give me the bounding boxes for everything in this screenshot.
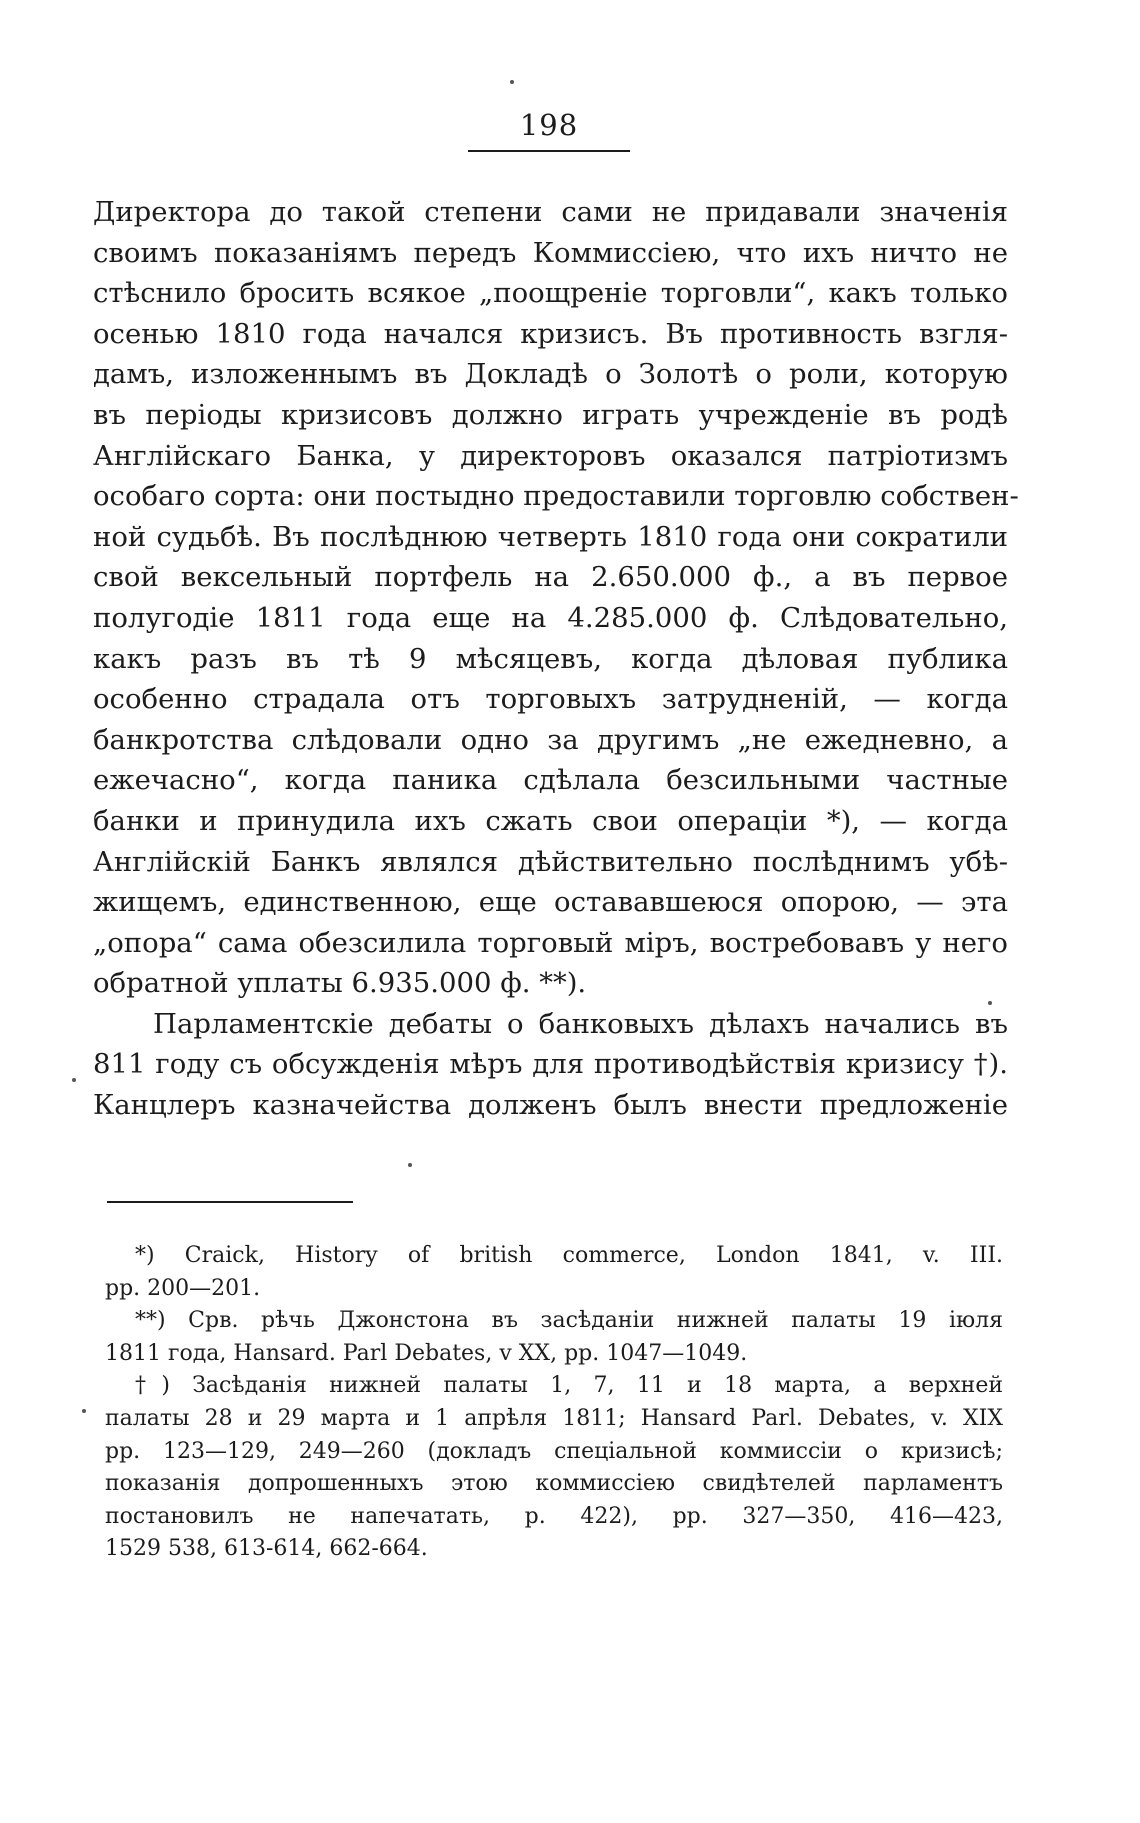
text-line: осенью 1810 года начался кризисъ. Въ противность взгля- [93,317,1008,350]
text-line: дамъ, изложеннымъ въ Докладѣ о Золотѣ о роли, которую [93,358,1008,391]
main-text [93,192,1019,1126]
footnotes [105,1240,1003,1566]
text-line: Англійскаго Банка, у директоровъ оказался патріотизмъ [93,439,1008,472]
text-line: Англійскій Банкъ являлся дѣйствительно послѣднимъ убѣ- [93,845,1008,878]
text-line: Парламентскіе дебаты о банковыхъ дѣлахъ начались въ [153,1007,1008,1040]
footnote-line: **) Срв. рѣчь Джонстона въ засѣданіи нижней палаты 19 іюля [135,1308,1003,1334]
footnote-line: 1529 538, 613-614, 662-664. [105,1536,428,1562]
footnote-line: pp. 200—201. [105,1275,261,1301]
print-speck [510,80,514,84]
footnote-line: pp. 123—129, 249—260 (докладъ спеціальной коммиссіи о кризисѣ; [105,1438,1003,1464]
text-line: полугодіе 1811 года еще на 4.285.000 ф. Слѣдовательно, [93,601,1008,634]
print-speck [988,1001,992,1005]
text-line: какъ разъ въ тѣ 9 мѣсяцевъ, когда дѣловая публика [93,642,1008,675]
print-speck [408,1163,412,1167]
print-speck [72,1078,76,1082]
footnote-line: *) Craick, History of british commerce, London 1841, v. III. [135,1243,1003,1268]
print-speck [82,1409,86,1413]
text-line: ной судьбѣ. Въ послѣднюю четверть 1810 года они сократили [93,520,1008,553]
text-line: особаго сорта: они постыдно предоставили торговлю собствен- [93,480,1019,513]
text-line: 811 году съ обсужденія мѣръ для противодѣйствія кризису †). [93,1048,1008,1081]
text-line: Канцлеръ казначейства долженъ былъ внести предложеніе [93,1089,1008,1122]
text-line: банки и принудила ихъ сжать свои операціи *), — когда [93,804,1008,837]
footnote-line: постановилъ не напечатать, p. 422), pp. 327—350, 416—423, [105,1503,1003,1529]
text-line: ежечасно“, когда паника сдѣлала безсильными частные [93,764,1008,797]
text-line: „опора“ сама обезсилила торговый міръ, востребовавъ у него [93,926,1008,959]
text-line: банкротства слѣдовали одно за другимъ „не ежедневно, а [93,723,1008,756]
footnote-line: 1811 года, Hansard. Parl Debates, v XX, pp. 1047—1049. [105,1340,748,1366]
text-line: особенно страдала отъ торговыхъ затрудненій, — когда [93,683,1008,716]
footnote-divider [107,1201,353,1203]
footnote-line: †) Засѣданія нижней палаты 1, 7, 11 и 18 марта, а верхней [135,1373,1003,1399]
text-line: Директора до такой степени сами не придавали значенія [93,196,1008,228]
text-line: въ періоды кризисовъ должно играть учрежденіе въ родѣ [93,398,1008,431]
footnote-line: показанія допрошенныхъ этою коммиссіею свидѣтелей парламентъ [105,1471,1003,1497]
footnote-line: палаты 28 и 29 марта и 1 апрѣля 1811; Hansard Parl. Debates, v. XIX [105,1405,1003,1431]
text-line: своимъ показаніямъ передъ Коммиссіею, что ихъ ничто не [93,236,1008,269]
text-line: жищемъ, единственною, еще остававшеюся опорою, — эта [93,886,1008,919]
text-line: стѣснило бросить всякое „поощреніе торговли“, какъ только [93,277,1008,310]
page-number: 198 [468,108,630,152]
text-line: обратной уплаты 6.935.000 ф. **). [93,967,587,1000]
text-line: свой вексельный портфель на 2.650.000 ф., а въ первое [93,561,1008,594]
